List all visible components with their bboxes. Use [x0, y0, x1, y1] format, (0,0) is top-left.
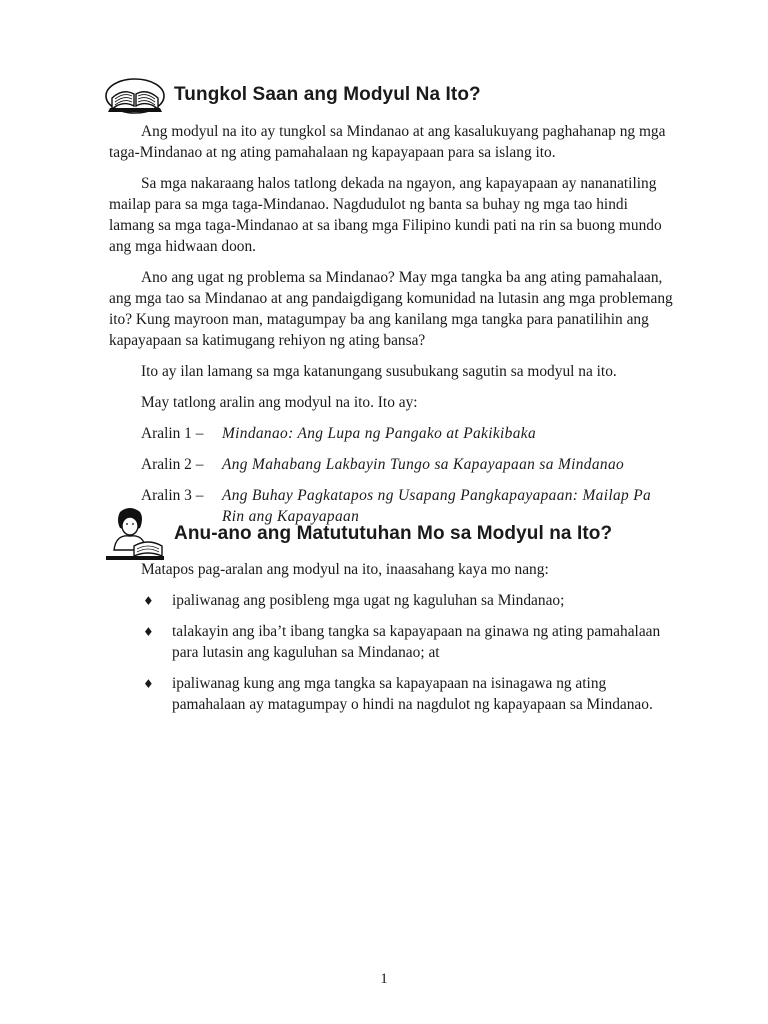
diamond-bullet-icon: ♦: [143, 594, 154, 608]
lesson-title: Ang Mahabang Lakbayin Tungo sa Kapayapaan sa Mindanao: [222, 456, 625, 473]
section-heading-objectives: [104, 506, 612, 562]
objective-text: ipaliwanag kung ang mga tangka sa kapayapaan na isinagawa ng ating pamahalaan ay matagumpay o hindi na nagdulot ng kapayapaan sa Mindanao.: [172, 675, 653, 713]
lesson-item: [141, 423, 675, 444]
section-title-objectives: Anu-ano ang Matututuhan Mo sa Modyul na Ito?: [174, 523, 613, 544]
list-item: [109, 621, 675, 663]
paragraph: Ano ang ugat ng problema sa Mindanao? May mga tangka ba ang ating pamahalaan, ang mga tao sa Mindanao at ang pandaigdigang komunidad na lutasin ang mga problemang ito? Kung mayroon man, matagumpay ba ang kanilang mga tangka para panatilihin ang kapayapaan sa katimugang rehiyon ng ating bansa?: [109, 269, 673, 349]
about-body: [109, 121, 675, 537]
lesson-title: Ang Buhay Pagkatapos ng Usapang Pangkapayapaan: Mailap Pa Rin ang Kapayapaan: [222, 487, 652, 525]
lesson-title: Mindanao: Ang Lupa ng Pangako at Pakikibaka: [222, 425, 536, 442]
lesson-number: Aralin 2 –: [141, 456, 204, 473]
lesson-number: Aralin 3 –: [141, 487, 204, 504]
open-book-icon: [104, 72, 166, 118]
objective-text: ipaliwanag ang posibleng mga ugat ng kaguluhan sa Mindanao;: [172, 592, 565, 609]
student-reading-icon: [104, 506, 166, 562]
page-number: 1: [380, 971, 388, 987]
objectives-body: [109, 559, 675, 725]
list-item: [109, 673, 675, 715]
section-heading-about: [104, 72, 481, 118]
diamond-bullet-icon: ♦: [143, 677, 154, 691]
objectives-intro: Matapos pag-aralan ang modyul na ito, inaasahang kaya mo nang:: [141, 561, 549, 578]
lesson-number: Aralin 1 –: [141, 425, 204, 442]
objective-text: talakayin ang iba’t ibang tangka sa kapayapaan na ginawa ng ating pamahalaan para lutasin ang kaguluhan sa Mindanao; at: [172, 623, 661, 661]
paragraph: Sa mga nakaraang halos tatlong dekada na ngayon, ang kapayapaan ay nananatiling mailap para sa mga taga-Mindanao. Nagdudulot ng banta sa buhay ng mga tao hindi lamang sa mga taga-Mindanao at sa ibang mga Filipino kundi pati na rin sa buong mundo ang mga hidwaan doon.: [109, 175, 662, 255]
section-title-about: Tungkol Saan ang Modyul Na Ito?: [174, 84, 481, 105]
lessons-intro: May tatlong aralin ang modyul na ito. Ito ay:: [141, 394, 418, 411]
lesson-item: [141, 454, 675, 475]
objectives-list: [109, 590, 675, 715]
paragraph: Ito ay ilan lamang sa mga katanungang susubukang sagutin sa modyul na ito.: [141, 363, 617, 380]
paragraph: Ang modyul na ito ay tungkol sa Mindanao at ang kasalukuyang paghahanap ng mga taga-Mindanao at ng ating pamahalaan ng kapayapaan para sa islang ito.: [109, 123, 666, 161]
list-item: [109, 590, 675, 611]
diamond-bullet-icon: ♦: [143, 625, 154, 639]
